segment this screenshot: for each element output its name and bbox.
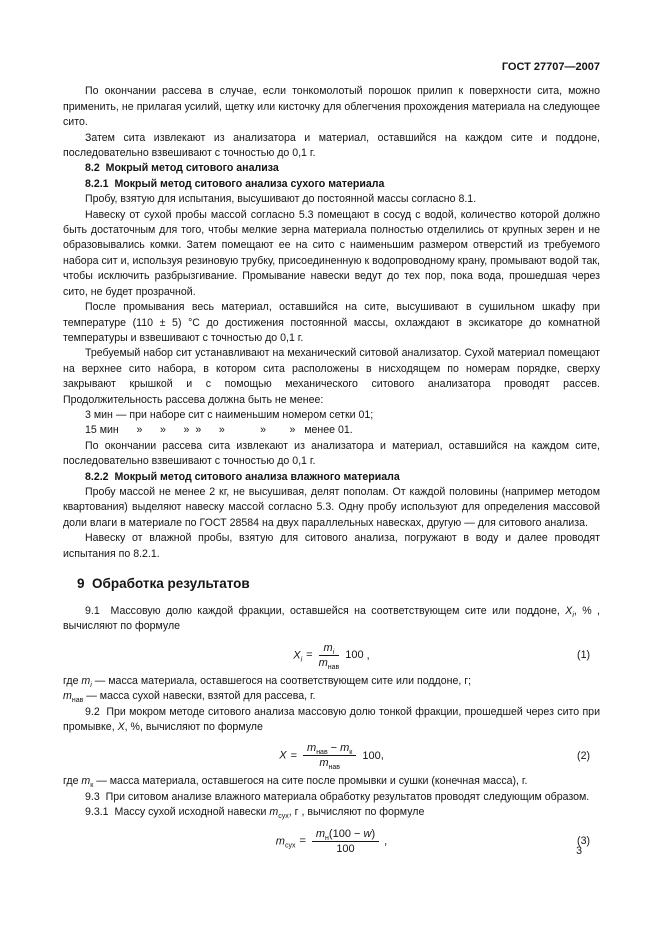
fraction: [312, 828, 379, 855]
paragraph: После промывания весь материал, оставшийся на сите, высушивают в сушильном шкафу при температуре (110 ± 5) °С до достижения постоянной массы, охлаждают в эксикаторе до комнатной температуры и взвешивают с точностью до 0,1 г.: [63, 301, 600, 344]
equation-body: [276, 828, 387, 855]
parenthesis-close: ): [371, 827, 376, 840]
paragraph-text: , % , вычисляют по формуле: [63, 605, 600, 633]
definition-prefix: где: [63, 674, 82, 687]
variable-m: m: [63, 690, 72, 703]
fraction-denominator: [303, 756, 356, 772]
equals-sign: =: [306, 649, 313, 662]
section-heading-8-2-2: 8.2.2 Мокрый метод ситового анализа влажного материала: [85, 470, 400, 483]
variable-subscript: i: [300, 656, 303, 664]
definition-line: [63, 689, 600, 704]
section-heading-8-2-1: 8.2.1 Мокрый метод ситового анализа сухого материала: [85, 177, 385, 190]
paragraph: Пробу, взятую для испытания, высушивают до постоянной массы согласно 8.1.: [85, 193, 477, 206]
variable-m: m: [315, 827, 326, 840]
paragraph: Пробу массой не менее 2 кг, не высушивая, делят пополам. От каждой половины (например методом квартования) выделяют навеску массой согласно 5.3. Одну пробу используют для определения массовой доли влаги в материале по ГОСТ 28584 на двух параллельных навесках, другую — для ситового анализа.: [63, 485, 600, 529]
paragraph-9-2: [63, 705, 600, 736]
variable-subscript: к: [90, 782, 94, 790]
paragraph-text: 9.3.1 Массу сухой исходной навески: [85, 806, 270, 819]
comma: ,: [363, 649, 370, 662]
paragraph-9-1: [63, 604, 600, 635]
fraction-denominator: [319, 656, 340, 669]
variable-m: m: [319, 757, 329, 770]
formula-2: [63, 742, 600, 772]
formula-1: [63, 642, 600, 669]
equation-number: (2): [577, 749, 590, 762]
minus-sign: −: [330, 742, 338, 755]
section-heading-9: 9 Обработка результатов: [77, 576, 250, 591]
variable-subscript: н: [325, 834, 329, 842]
fraction-numerator: [312, 828, 379, 842]
variable-subscript: нав: [316, 749, 328, 757]
variable-subscript: к: [349, 749, 353, 757]
variable-subscript: i: [332, 649, 335, 656]
list-item-duration-15min: 15 мин » » » » » » » менее 01.: [85, 424, 353, 437]
paragraph-9-3-1: [63, 805, 600, 820]
paragraph-text: 9.2 При мокром методе ситового анализа массовую долю тонкой фракции, прошедшей через сито при промывке,: [63, 705, 600, 734]
paragraph-text: , %, вычисляют по формуле: [124, 721, 263, 734]
equals-sign: =: [290, 749, 298, 762]
fraction-numerator: [303, 742, 356, 756]
variable-m: m: [81, 775, 91, 788]
fraction: [303, 742, 356, 772]
variable-subscript: i: [90, 681, 92, 689]
definition-text: — масса сухой навески, взятой для рассева, г.: [83, 690, 316, 703]
variable-m: m: [323, 641, 333, 654]
variable-m: m: [340, 742, 350, 755]
paragraph-9-3: 9.3 При ситовом анализе влажного материала обработку результатов проводят следующим образом.: [85, 790, 590, 803]
paragraph: По окончании рассева сита извлекают из анализатора и материал, оставшийся на каждом сите, последовательно взвешивают с точностью до 0,1 г.: [63, 439, 600, 468]
fraction: [319, 642, 340, 669]
variable-subscript: i: [572, 612, 574, 620]
multiplier-100: 100: [345, 649, 364, 662]
variable-X: X: [279, 749, 287, 762]
list-item-duration-3min: 3 мин — при наборе сит с наименьшим номером сетки 01;: [85, 408, 374, 421]
paragraph: По окончании рассева в случае, если тонкомолотый порошок прилип к поверхности сита, можно применить, не прилагая усилий, щетку или кисточку для облегчения прохождения материала на следующее сито.: [63, 85, 600, 129]
multiplier-100: 100: [362, 749, 381, 762]
parenthesis-open: (100 −: [328, 827, 364, 840]
variable-subscript: нав: [328, 764, 340, 772]
equation-number: (1): [577, 649, 590, 662]
variable-w: w: [363, 827, 372, 840]
definition-text: — масса материала, оставшегося на сите после промывки и сушки (конечная масса), г.: [93, 775, 528, 788]
denominator-100: 100: [336, 842, 355, 855]
equation-body: [279, 742, 384, 772]
variable-m: m: [275, 835, 285, 848]
variable-X: X: [117, 721, 125, 734]
variable-m: m: [307, 742, 317, 755]
equation-number: (3): [577, 835, 590, 848]
variable-subscript: сух: [278, 813, 289, 821]
variable-subscript: нав: [71, 697, 84, 705]
variable-subscript: сух: [284, 842, 296, 850]
paragraph: Навеску от сухой пробы массой согласно 5.3 помещают в сосуд с водой, количество которой должно быть достаточным для того, чтобы мелкие зерна материала полностью отделились от крупных зерен и не образовывались комки. Затем помещают ее на сито с наименьшим размером отверстий из требуемого набора сит и, используя резиновую трубку, присоединенную к водопроводному крану, промывают водой так, чтобы исключить разбрызгивание. Промывание навески ведут до тех пор, пока вода, прошедшая через сито, не будет прозрачной.: [63, 208, 600, 298]
variable-m: m: [81, 674, 91, 687]
fraction-numerator: [319, 642, 340, 656]
page-number: 3: [576, 845, 582, 857]
variable-m: m: [318, 656, 328, 669]
variable-X: X: [293, 649, 301, 662]
fraction-denominator: [312, 842, 379, 855]
paragraph: Навеску от влажной пробы, взятую для ситового анализа, погружают в воду и далее проводят испытания по 8.2.1.: [63, 532, 600, 560]
comma: ,: [380, 749, 384, 762]
formula-3: [63, 828, 600, 855]
equals-sign: =: [299, 835, 306, 848]
definition-text: — масса материала, оставшегося на соответствующем сите или поддоне, г;: [91, 674, 472, 687]
paragraph: Требуемый набор сит устанавливают на механический ситовой анализатор. Сухой материал помещают на верхнее сито набора, в котором сита расположены в нисходящем по номерам порядке, сверху закрывают крышкой и с помощью механического ситового анализатора проводят рассев. Продолжительность рассева должна быть не менее:: [63, 347, 600, 406]
variable-X: X: [565, 605, 573, 617]
definition-line: [63, 774, 600, 789]
equation-body: [293, 642, 369, 669]
variable-subscript: нав: [327, 664, 340, 671]
document-header-standard-number: ГОСТ 27707—2007: [501, 61, 600, 73]
comma: ,: [381, 835, 388, 848]
paragraph: Затем сита извлекают из анализатора и материал, оставшийся на каждом сите и поддоне, последовательно взвешивают с точностью до 0,1 г.: [63, 131, 600, 160]
definition-line: [63, 674, 600, 689]
paragraph-text: 9.1 Массовую долю каждой фракции, оставшейся на соответствующем сите или поддоне,: [85, 605, 566, 617]
paragraph-text: , г , вычисляют по формуле: [288, 806, 425, 819]
variable-m: m: [269, 806, 279, 819]
section-heading-8-2: 8.2 Мокрый метод ситового анализа: [85, 162, 279, 175]
definition-prefix: где: [63, 775, 82, 788]
